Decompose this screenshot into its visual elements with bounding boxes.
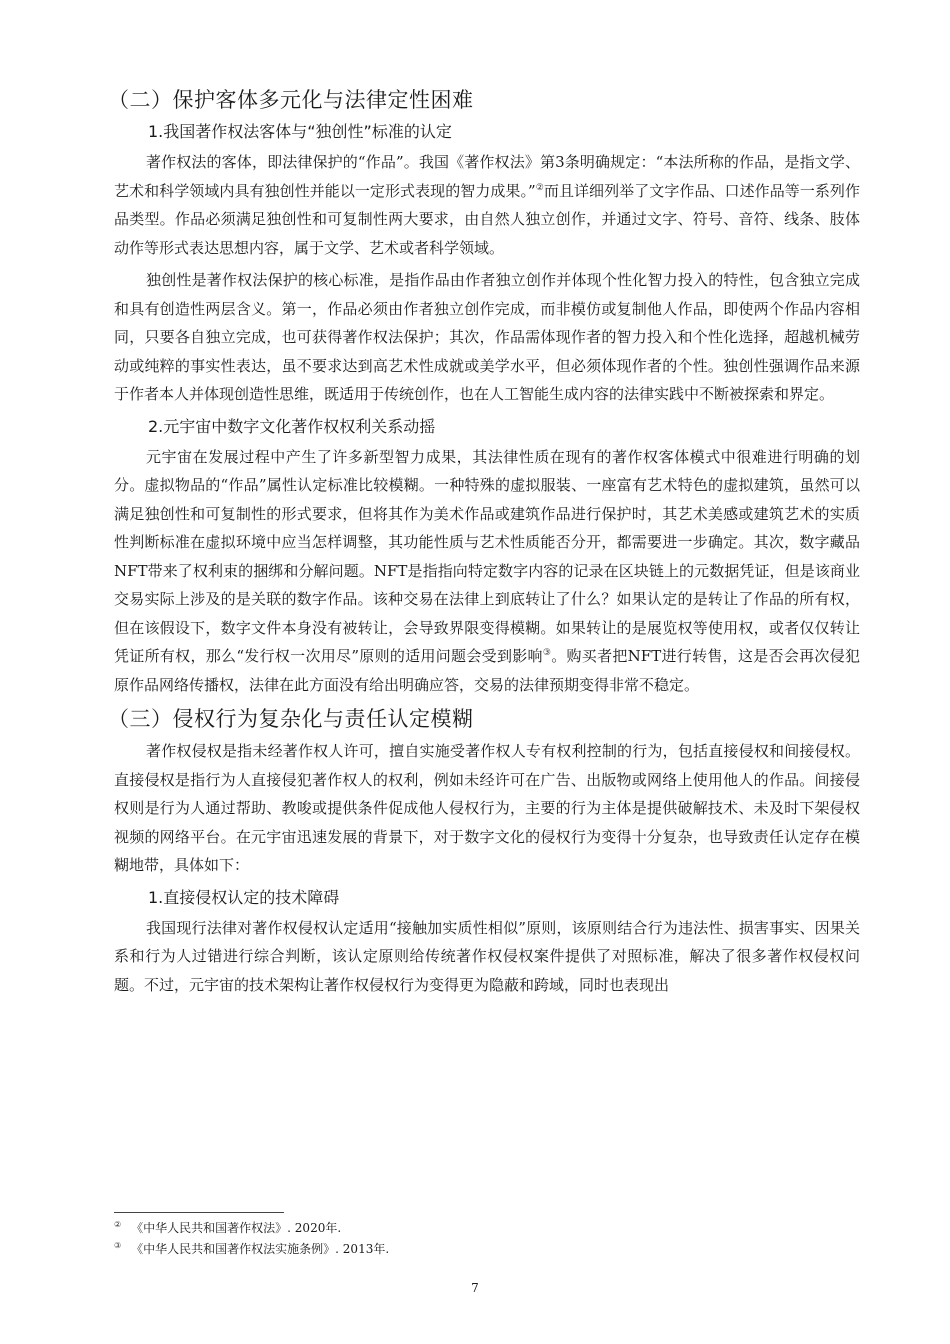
paragraph-text: 著作权法的客体，即法律保护的“作品”。我国《著作权法》第3条明确规定：“本法所称的作品，是指文学、艺术和科学领域内具有独创性并能以一定形式表现的智力成果。” <box>114 153 860 200</box>
paragraph: 我国现行法律对著作权侵权认定适用“接触加实质性相似”原则，该原则结合行为违法性、损害事实、因果关系和行为人过错进行综合判断，该认定原则给传统著作权侵权案件提供了对照标准，解决了很多著作权侵权问题。不过，元宇宙的技术架构让著作权侵权行为变得更为隐蔽和跨域，同时也表现出 <box>114 918 860 994</box>
paragraph: 独创性是著作权法保护的核心标准，是指作品由作者独立创作并体现个性化智力投入的特性，包含独立完成和具有创造性两层含义。第一，作品必须由作者独立创作完成，而非模仿或复制他人作品，即使两个作品内容相同，只要各自独立完成，也可获得著作权法保护；其次，作品需体现作者的智力投入和个性化选择，超越机械劳动或纯粹的事实性表达，虽不要求达到高艺术性成就或美学水平，但必须体现作者的个性。独创性强调作品来源于作者本人并体现创造性思维，既适用于传统创作，也在人工智能生成内容的法律实践中不断被探索和界定。 <box>114 271 860 403</box>
paragraph-text: 。购买者把NFT进行转售，这是否会再次侵犯原作品网络传播权，法律在此方面没有给出明确应答，交易的法律预期变得非常不稳定。 <box>114 647 861 694</box>
subsection-heading-2-2: 2.元宇宙中数字文化著作权权利关系动摇 <box>148 416 436 436</box>
footnote-text: 《中华人民共和国著作权法实施条例》. 2013年. <box>131 1242 390 1256</box>
page-number: 7 <box>471 1281 479 1295</box>
page-body <box>108 84 861 999</box>
footnote-mark: ③ <box>114 1241 122 1250</box>
footnote-mark: ② <box>114 1220 122 1229</box>
footnote-item <box>114 1237 860 1258</box>
paragraph <box>114 148 860 262</box>
paragraph <box>114 443 860 700</box>
section-heading-2: （二）保护客体多元化与法律定性困难 <box>108 88 474 112</box>
subsection-heading-3-1: 1.直接侵权认定的技术障碍 <box>148 887 340 907</box>
paragraph: 著作权侵权是指未经著作权人许可，擅自实施受著作权人专有权利控制的行为，包括直接侵权和间接侵权。直接侵权是指行为人直接侵犯著作权人的权利，例如未经许可在广告、出版物或网络上使用他人的作品。间接侵权则是行为人通过帮助、教唆或提供条件促成他人侵权行为，主要的行为主体是提供破解技术、未及时下架侵权视频的网络平台。在元宇宙迅速发展的背景下，对于数字文化的侵权行为变得十分复杂，也导致责任认定存在模糊地带，具体如下： <box>114 742 860 874</box>
paragraph-text: 而且详细列举了文字作品、口述作品等一系列作品类型。作品必须满足独创性和可复制性两大要求，由自然人独立创作，并通过文字、符号、音符、线条、肢体动作等形式表达思想内容，属于文学、艺术或者科学领域。 <box>114 181 860 257</box>
section-heading-3: （三）侵权行为复杂化与责任认定模糊 <box>108 707 474 731</box>
footnotes <box>114 1216 860 1258</box>
subsection-heading-2-1: 1.我国著作权法客体与“独创性”标准的认定 <box>148 122 452 141</box>
paragraph-text: 元宇宙在发展过程中产生了许多新型智力成果，其法律性质在现有的著作权客体模式中很难进行明确的划分。虚拟物品的“作品”属性认定标准比较模糊。一种特殊的虚拟服装、一座富有艺术特色的虚拟建筑，虽然可以满足独创性和可复制性的形式要求，但将其作为美术作品或建筑作品进行保护时，其艺术美感或建筑艺术的实质性判断标准在虚拟环境中应当怎样调整，其功能性质与艺术性质能否分开，都需要进一步确定。其次，数字藏品NFT带来了权利束的捆绑和分解问题。NFT是指指向特定数字内容的记录在区块链上的元数据凭证，但是该商业交易实际上涉及的是关联的数字作品。该种交易在法律上到底转让了什么？如果认定的是转让了作品的所有权，但在该假设下，数字文件本身没有被转让，会导致界限变得模糊。如果转让的是展览权等使用权，或者仅仅转让凭证所有权，那么“发行权一次用尽”原则的适用问题会受到影响 <box>114 447 860 665</box>
footnote-ref[interactable]: ② <box>535 182 544 193</box>
footnote-item <box>114 1216 860 1237</box>
footnote-text: 《中华人民共和国著作权法》. 2020年. <box>131 1221 342 1235</box>
footnote-divider <box>114 1212 284 1213</box>
footnote-ref[interactable]: ③ <box>542 648 552 658</box>
